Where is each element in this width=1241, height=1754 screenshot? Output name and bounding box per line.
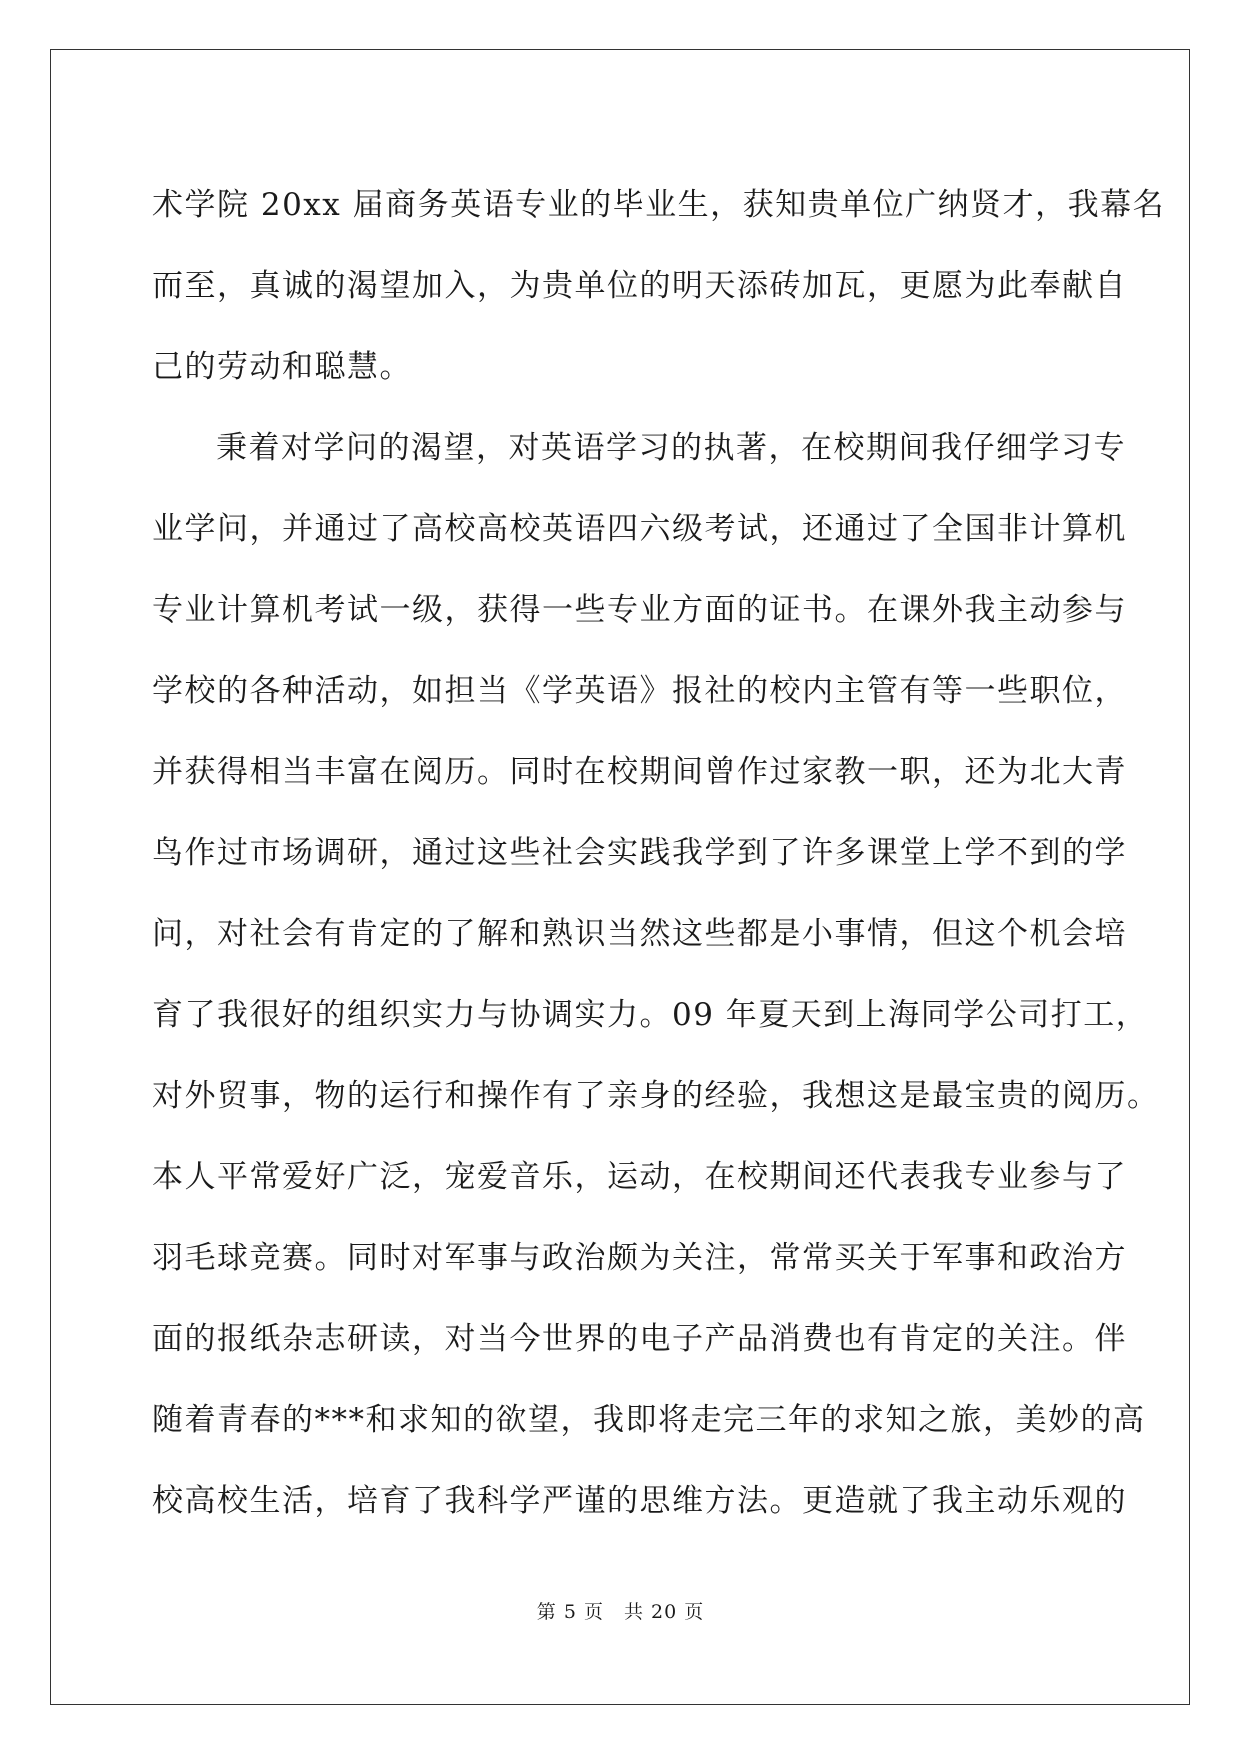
text-line: 对外贸事，物的运行和操作有了亲身的经验，我想这是最宝贵的阅历。 [152, 1078, 1160, 1114]
text-line: 术学院 20xx 届商务英语专业的毕业生，获知贵单位广纳贤才，我幕名 [152, 187, 1166, 223]
page-number-footer: 第 5 页 共 20 页 [536, 1601, 705, 1623]
text-line: 育了我很好的组织实力与协调实力。09 年夏天到上海同学公司打工， [152, 997, 1149, 1033]
text-line: 鸟作过市场调研，通过这些社会实践我学到了许多课堂上学不到的学 [152, 835, 1127, 871]
text-line: 学校的各种活动，如担当《学英语》报社的校内主管有等一些职位， [152, 673, 1127, 709]
text-line: 业学问，并通过了高校高校英语四六级考试，还通过了全国非计算机 [152, 511, 1127, 547]
text-line: 并获得相当丰富在阅历。同时在校期间曾作过家教一职，还为北大青 [152, 754, 1127, 790]
text-line: 问，对社会有肯定的了解和熟识当然这些都是小事情，但这个机会培 [152, 916, 1127, 952]
text-line: 专业计算机考试一级，获得一些专业方面的证书。在课外我主动参与 [152, 592, 1127, 628]
text-line: 己的劳动和聪慧。 [152, 349, 412, 385]
text-line: 随着青春的***和求知的欲望，我即将走完三年的求知之旅，美妙的高 [152, 1402, 1146, 1438]
text-line: 羽毛球竞赛。同时对军事与政治颇为关注，常常买关于军事和政治方 [152, 1240, 1127, 1276]
paragraph-first-line: 秉着对学问的渴望，对英语学习的执著，在校期间我仔细学习专 [216, 430, 1126, 466]
document-body [152, 165, 1166, 1542]
text-line: 本人平常爱好广泛，宠爱音乐，运动，在校期间还代表我专业参与了 [152, 1159, 1127, 1195]
text-line: 校高校生活，培育了我科学严谨的思维方法。更造就了我主动乐观的 [152, 1483, 1127, 1519]
text-line: 面的报纸杂志研读，对当今世界的电子产品消费也有肯定的关注。伴 [152, 1321, 1127, 1357]
text-line: 而至，真诚的渴望加入，为贵单位的明天添砖加瓦，更愿为此奉献自 [152, 268, 1127, 304]
